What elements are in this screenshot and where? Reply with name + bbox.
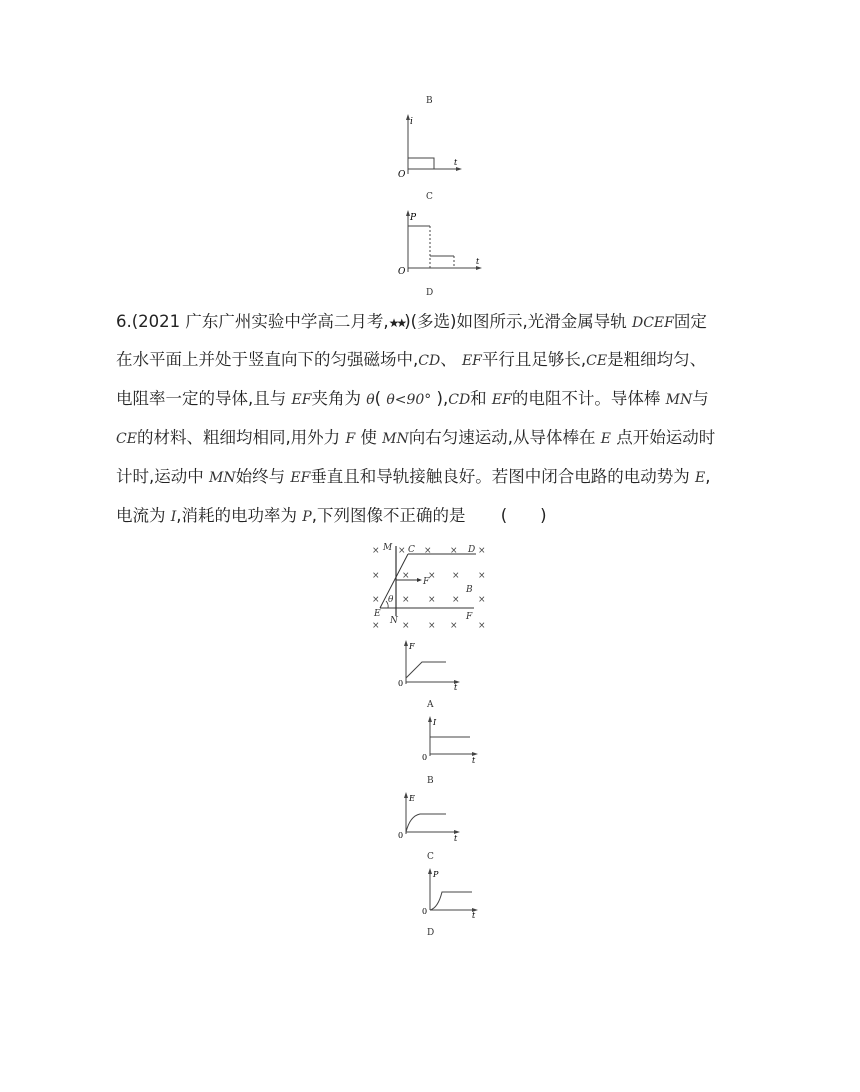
question-line-6: 电流为 I,消耗的电功率为 P,下列图像不正确的是 ( ) (116, 506, 547, 525)
origin-label: 0 (398, 679, 404, 688)
svg-text:×: × (428, 571, 436, 581)
label-theta: θ (388, 595, 394, 605)
question-line-4: CE的材料、粗细均相同,用外力 F 使 MN向右匀速运动,从导体棒在 E 点开始运动时 (116, 428, 716, 447)
origin-label: 0 (422, 907, 428, 916)
axis-x-label: t (454, 834, 458, 842)
axis-x-label: t (454, 158, 458, 167)
option-label-d: D (427, 928, 435, 938)
origin-label: 0 (398, 831, 404, 840)
svg-text:×: × (372, 621, 380, 631)
question-line-1: 6.(2021 广东广州实验中学高二月考,★★)(多选)如图所示,光滑金属导轨 DCEF固定 (116, 312, 707, 331)
svg-text:×: × (452, 595, 460, 605)
svg-text:×: × (428, 595, 436, 605)
graph-option-a (396, 638, 466, 694)
svg-text:×: × (450, 621, 458, 631)
axis-x-label: t (476, 257, 480, 266)
answer-blank: ( ) (500, 506, 547, 525)
question-source: (2021 广东广州实验中学高二月考, (131, 312, 389, 331)
label-n: N (390, 616, 398, 626)
graph-option-c (396, 790, 466, 842)
axis-y-label: E (409, 794, 415, 803)
svg-text:×: × (478, 595, 486, 605)
svg-text:×: × (424, 546, 432, 556)
svg-text:×: × (450, 546, 458, 556)
svg-text:×: × (372, 595, 380, 605)
label-d: D (468, 545, 476, 555)
axis-y-label: i (410, 117, 413, 127)
option-label-b-top: B (426, 96, 433, 106)
option-label-a: A (427, 700, 434, 710)
label-f-point: F (466, 612, 473, 622)
svg-text:×: × (428, 621, 436, 631)
svg-text:×: × (372, 546, 380, 556)
svg-text:×: × (402, 571, 410, 581)
svg-text:×: × (478, 546, 486, 556)
svg-text:×: × (398, 546, 406, 556)
axis-x-label: t (454, 683, 458, 692)
two-star-icon: ★★ (388, 316, 405, 330)
axis-y-label: P (433, 870, 439, 879)
label-m: M (383, 543, 393, 553)
axis-y-label: F (409, 642, 415, 651)
graph-option-d (420, 866, 484, 918)
option-label-d-top: D (426, 288, 434, 298)
svg-text:×: × (402, 621, 410, 631)
graph-option-b (420, 714, 484, 766)
origin-label: O (398, 170, 406, 180)
svg-text:×: × (478, 621, 486, 631)
option-label-c: C (427, 852, 434, 862)
question-number: 6. (116, 312, 132, 331)
option-label-c-top: C (426, 192, 433, 202)
svg-text:×: × (372, 571, 380, 581)
axis-x-label: t (472, 911, 476, 918)
axis-x-label: t (472, 756, 476, 765)
axis-y-label: I (433, 718, 437, 727)
label-e: E (374, 609, 381, 619)
graph-i-t-top (396, 112, 466, 182)
question-line-2: 在水平面上并处于竖直向下的匀强磁场中,CD、 EF平行且足够长,CE是粗细均匀、 (116, 350, 707, 369)
origin-label: O (398, 267, 406, 277)
svg-text:×: × (452, 571, 460, 581)
graph-p-t-top (396, 208, 486, 278)
svg-text:×: × (402, 595, 410, 605)
question-line-5: 计时,运动中 MN始终与 EF垂直且和导轨接触良好。若图中闭合电路的电动势为 E, (116, 467, 711, 486)
label-force: F (423, 577, 430, 587)
origin-label: 0 (422, 753, 428, 762)
label-c: C (408, 545, 415, 555)
label-b: B (466, 585, 473, 595)
option-label-b: B (427, 776, 434, 786)
axis-y-label: P (410, 213, 417, 223)
circuit-diagram (366, 540, 496, 632)
svg-text:×: × (478, 571, 486, 581)
question-line-3: 电阻率一定的导体,且与 EF夹角为 θ( θ<90° ),CD和 EF的电阻不计。导体棒 MN与 (116, 389, 709, 408)
